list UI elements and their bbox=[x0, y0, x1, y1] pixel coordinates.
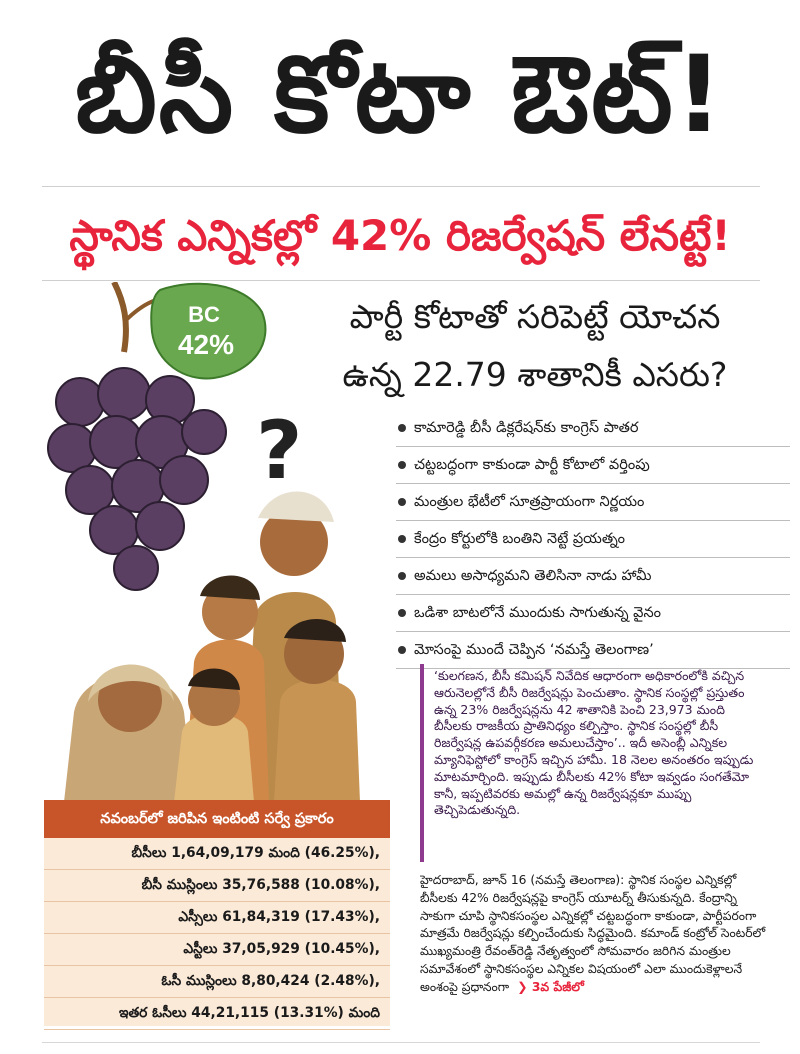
page-bottom-rule bbox=[42, 1042, 760, 1043]
subheadline-divider bbox=[42, 280, 760, 281]
bullet-dot-icon bbox=[398, 609, 406, 617]
headline: బీసీ కోటా ఔట్! bbox=[74, 33, 725, 156]
survey-stat-row: ఓసీ ముస్లింలు 8,80,424 (2.48%), bbox=[44, 966, 390, 998]
bullet-dot-icon bbox=[398, 646, 406, 654]
survey-stat-row: బీసీ ముస్లింలు 35,76,588 (10.08%), bbox=[44, 870, 390, 902]
bullet-text: కేంద్రం కోర్టులోకి బంతిని నెట్టే ప్రయత్నం bbox=[414, 531, 625, 547]
grape-stem bbox=[114, 282, 126, 352]
badge-percent: 42% bbox=[177, 329, 235, 360]
badge-bc: BC bbox=[188, 302, 220, 327]
bullet-item bbox=[396, 595, 790, 632]
bullet-dot-icon bbox=[398, 424, 406, 432]
survey-stat-row: ఎస్టీలు 37,05,929 (10.45%), bbox=[44, 934, 390, 966]
article-body-text: హైదరాబాద్, జూన్ 16 (నమస్తే తెలంగాణ): స్థానిక సంస్థల ఎన్నికల్లో బీసీలకు 42% రిజర్వేషన్లపై కాంగ్రెస్ యూటర్న్ తీసుకున్నది. కేంద్రాన్ని సాకుగా చూపి స్థానికసంస్థల ఎన్నికల్లో చట్టబద్ధంగా కాకుండా, పార్టీపరంగా మాత్రమే రిజర్వేషన్లు కల్పించేందుకు సిద్ధమైంది. కమాండ్ కంట్రోల్ సెంటర్‌లో ముఖ్యమంత్రి రేవంత్‌రెడ్డి నేతృత్వంలో సోమవారం జరిగిన మంత్రుల సమావేశంలో స్థానికసంస్థల ఎన్నికల విషయంలో ఎలా ముందుకెళ్లాలనే అంశంపై ప్రధానంగా bbox=[420, 873, 766, 994]
question-mark: ? bbox=[256, 404, 303, 497]
illustration-svg bbox=[44, 282, 388, 802]
bullet-text: మోసంపై ముందే చెప్పిన ‘నమస్తే తెలంగాణ’ bbox=[414, 642, 654, 658]
survey-stats-title: నవంబర్‌లో జరిపిన ఇంటింటి సర్వే ప్రకారం bbox=[44, 800, 390, 838]
deck-line-2: ఉన్న 22.79 శాతానికీ ఎసరు? bbox=[342, 355, 728, 394]
survey-stat-row: ఇతర ఓసీలు 44,21,115 (13.31%) మంది bbox=[44, 998, 390, 1030]
bullet-text: చట్టబద్ధంగా కాకుండా పార్టీ కోటాలో వర్తింపు bbox=[414, 457, 650, 473]
bullet-item bbox=[396, 410, 790, 447]
bullet-dot-icon bbox=[398, 572, 406, 580]
bullet-text: ఒడిశా బాటలోనే ముందుకు సాగుతున్న వైనం bbox=[414, 605, 661, 621]
survey-stats-box bbox=[44, 800, 390, 1026]
grapes-family-illustration bbox=[44, 282, 388, 802]
deck-line-1: పార్టీ కోటాతో సరిపెట్టే యోచన bbox=[349, 297, 721, 336]
grape-bunch bbox=[48, 368, 226, 590]
bullet-dot-icon bbox=[398, 498, 406, 506]
bullet-text: మంత్రుల భేటీలో సూత్రప్రాయంగా నిర్ణయం bbox=[414, 494, 645, 510]
pull-quote: ‘కులగణన, బీసీ కమిషన్ నివేదిక ఆధారంగా అధికారంలోకి వచ్చిన ఆరునెలల్లోనే బీసీ రిజర్వేషన్లు పెంచుతాం. స్థానిక సంస్థల్లో ప్రస్తుతం ఉన్న 23% రిజర్వేషన్లను 42 శాతానికి పెంచి 23,973 మంది బీసీలకు రాజకీయ ప్రాతినిధ్యం కల్పిస్తాం. స్థానిక సంస్థల్లో బీసీ రిజర్వేషన్ల ఉపవర్గీకరణ అమలుచేస్తాం’.. ఇదీ అసెంబ్లీ ఎన్నికల మ్యానిఫెస్టోలో కాంగ్రెస్ ఇచ్చిన హామీ. 18 నెలల అనంతరం ఇప్పుడు మాటమార్చింది. ఇప్పుడు బీసీలకు 42% కోటా ఇవ్వడం సంగతేమో కానీ, ఇప్పటివరకు అమల్లో ఉన్న రిజర్వేషన్లకూ ముప్పు తెచ్చిపెడుతున్నది. bbox=[420, 664, 772, 862]
bullet-text: కామారెడ్డి బీసీ డిక్లరేషన్‌కు కాంగ్రెస్ పాతర bbox=[414, 420, 639, 436]
survey-stat-row: ఎస్సీలు 61,84,319 (17.43%), bbox=[44, 902, 390, 934]
continued-on-page-label: 3వ పేజీలో bbox=[531, 979, 584, 994]
bullet-item bbox=[396, 484, 790, 521]
bullet-item bbox=[396, 558, 790, 595]
bullet-list bbox=[396, 410, 790, 669]
survey-stat-row: బీసీలు 1,64,09,179 మంది (46.25%), bbox=[44, 838, 390, 870]
bullet-dot-icon bbox=[398, 461, 406, 469]
bullet-item bbox=[396, 447, 790, 484]
bullet-dot-icon bbox=[398, 535, 406, 543]
article-body bbox=[420, 872, 772, 1032]
continued-on-page-link[interactable]: ❯ 3వ పేజీలో bbox=[513, 979, 584, 994]
bullet-text: అమలు అసాధ్యమని తెలిసినా నాడు హామీ bbox=[414, 568, 652, 584]
subheadline: స్థానిక ఎన్నికల్లో 42% రిజర్వేషన్ లేనట్టే! bbox=[69, 211, 731, 260]
headline-divider bbox=[42, 186, 760, 187]
bullet-item bbox=[396, 521, 790, 558]
